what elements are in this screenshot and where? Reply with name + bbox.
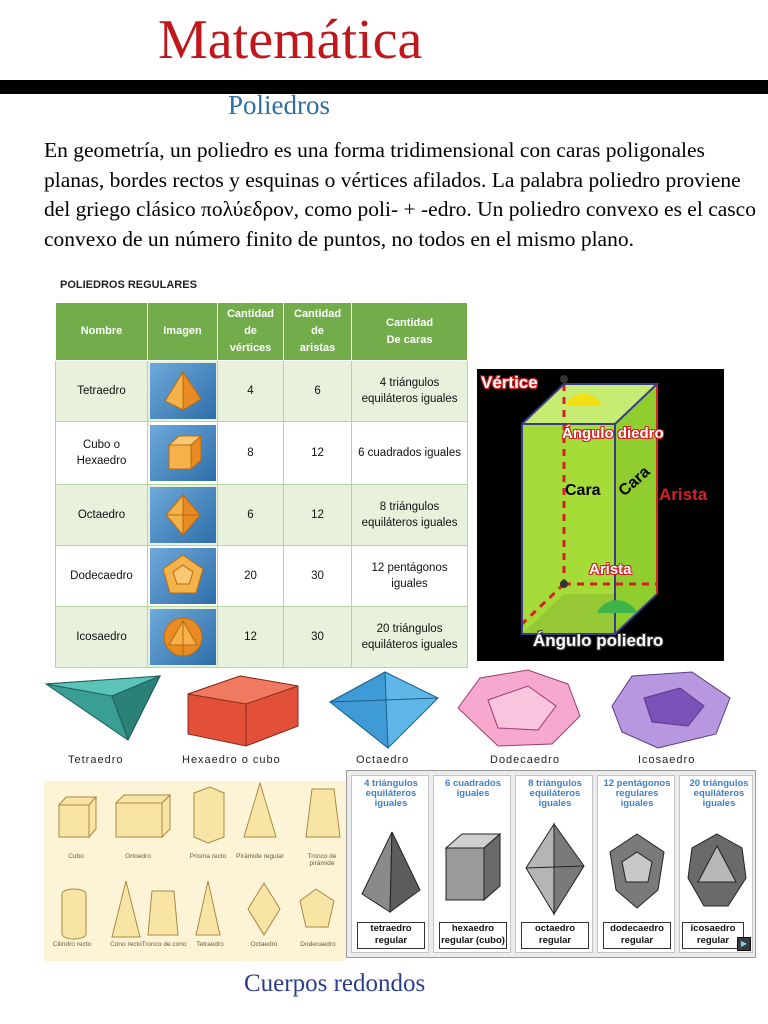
cell-faces: 12 pentágonos iguales: [352, 546, 468, 607]
platonic-card: [679, 775, 753, 953]
dodecahedron-shape: [458, 670, 580, 746]
solid-label-tetrahedron: Tetraedro: [196, 941, 224, 948]
col-header-vertices: Cantidad de vértices: [218, 303, 284, 361]
col-header-image: Imagen: [148, 303, 218, 361]
tetrahedron-image: [150, 363, 216, 419]
cell-edges: 12: [284, 422, 352, 485]
section-title: Poliedros: [228, 90, 331, 120]
prism-diagram: [477, 369, 724, 661]
cell-vertices: 4: [218, 361, 284, 422]
cell-vertices: 6: [218, 485, 284, 546]
label-edge-2: Arista: [589, 561, 632, 578]
shape-label-octahedron: Octaedro: [356, 754, 410, 766]
solids-panel: [44, 781, 346, 961]
cell-name: Icosaedro: [56, 607, 148, 668]
cell-name: Dodecaedro: [56, 546, 148, 607]
label-face-2: Cara: [615, 463, 654, 500]
platonic-card: [597, 775, 675, 953]
cell-vertices: 8: [218, 422, 284, 485]
play-icon[interactable]: ▶: [737, 937, 751, 951]
platonic-card-faces: 6 cuadrados iguales: [445, 778, 501, 799]
solid-label-pyramid: Pirámide regular: [236, 853, 284, 860]
shape-label-icosahedron: Icosaedro: [638, 754, 696, 766]
platonic-card-name: hexaedro regular (cubo): [439, 922, 507, 949]
cube-gray: [442, 828, 504, 916]
cell-faces: 6 cuadrados iguales: [352, 422, 468, 485]
icosahedron-gray: [686, 832, 748, 912]
cell-name: Octaedro: [56, 485, 148, 546]
prism-drawing: [477, 369, 724, 661]
platonic-card-faces: 20 triángulos equiláteros iguales: [689, 778, 749, 809]
platonic-card: [351, 775, 429, 953]
platonic-card-faces: 8 triángulos equiláteros iguales: [528, 778, 582, 809]
platonic-card: [515, 775, 593, 953]
icosahedron-image: [150, 609, 216, 665]
cell-name: Cubo o Hexaedro: [56, 422, 148, 485]
tetrahedron-gray: [360, 828, 422, 916]
shape-label-cube: Hexaedro o cubo: [182, 754, 281, 766]
solid-label-cylinder: Cilindro recto: [52, 941, 92, 948]
table-row: [56, 422, 468, 485]
cube-image: [150, 425, 216, 481]
table-header-row: [56, 303, 468, 361]
octahedron-image: [150, 487, 216, 543]
platonic-card-faces: 12 pentágonos regulares iguales: [603, 778, 671, 809]
solid-label-frustum-cone: Tronco de cono: [141, 941, 187, 948]
label-polyhedral-angle: Ángulo poliedro: [533, 631, 664, 650]
solids-drawing: [44, 781, 346, 961]
cell-image: [148, 361, 218, 422]
table-heading: POLIEDROS REGULARES: [60, 279, 197, 291]
intro-paragraph: En geometría, un poliedro es una forma tridimensional con caras poligonales planas, bordes rectos y esquinas o vértices afilados. La palabra poliedro proviene del griego clásico πολύεδρον, como poli- + -edro. Un poliedro convexo es el casco convexo de un número finito de puntos, no todos en el mismo plano.: [44, 138, 756, 251]
shape-label-tetrahedron: Tetraedro: [68, 754, 124, 766]
cell-edges: 12: [284, 485, 352, 546]
platonic-card-faces: 4 triángulos equiláteros iguales: [364, 778, 418, 809]
cell-faces: 4 triángulos equiláteros iguales: [352, 361, 468, 422]
col-header-faces: Cantidad De caras: [352, 303, 468, 361]
platonic-solids-panel: [346, 770, 756, 958]
label-edge-1: Arista: [659, 485, 708, 504]
cell-vertices: 20: [218, 546, 284, 607]
icosahedron-shape: [612, 672, 730, 748]
solid-label-frustum-pyramid: Tronco de pirámide: [307, 853, 337, 867]
table-row: [56, 607, 468, 668]
label-vertex: Vértice: [481, 373, 538, 392]
shape-label-dodecahedron: Dodecaedro: [490, 754, 560, 766]
footer-section-title: Cuerpos redondos: [244, 970, 426, 997]
cell-edges: 30: [284, 546, 352, 607]
cell-image: [148, 422, 218, 485]
octahedron-gray: [524, 822, 586, 918]
solid-label-prism: Prisma recto: [189, 853, 227, 860]
cell-image: [148, 546, 218, 607]
cell-faces: 20 triángulos equiláteros iguales: [352, 607, 468, 668]
solid-label-cone: Cono recto: [110, 941, 142, 948]
table-row: [56, 546, 468, 607]
cell-image: [148, 485, 218, 546]
platonic-card: [433, 775, 511, 953]
dodecahedron-gray: [606, 832, 668, 912]
tetrahedron-shape: [46, 676, 160, 740]
platonic-card-name: icosaedro regular: [682, 922, 744, 949]
dodecahedron-image: [150, 548, 216, 604]
solid-label-cube: Cubo: [68, 853, 84, 860]
page-title: Matemática: [158, 9, 423, 71]
octahedron-shape: [330, 672, 438, 748]
cell-edges: 6: [284, 361, 352, 422]
polyhedra-shapes-row: [40, 668, 740, 768]
solid-label-dodecahedron: Dodecaedro: [300, 941, 336, 948]
table-row: [56, 485, 468, 546]
solid-label-cuboid: Ortoedro: [125, 853, 151, 860]
label-face-1: Cara: [565, 482, 601, 499]
cell-image: [148, 607, 218, 668]
regular-polyhedra-table: [55, 302, 468, 668]
cell-edges: 30: [284, 607, 352, 668]
title-divider: [0, 80, 768, 94]
cube-shape: [188, 676, 298, 746]
label-dihedral-angle: Ángulo diedro: [562, 425, 664, 442]
cell-vertices: 12: [218, 607, 284, 668]
cell-faces: 8 triángulos equiláteros iguales: [352, 485, 468, 546]
col-header-name: Nombre: [56, 303, 148, 361]
platonic-card-name: tetraedro regular: [357, 922, 425, 949]
platonic-card-name: octaedro regular: [521, 922, 589, 949]
cell-name: Tetraedro: [56, 361, 148, 422]
solid-label-octahedron: Octaedro: [250, 941, 278, 948]
polyhedra-shapes: [40, 668, 740, 754]
platonic-card-name: dodecaedro regular: [603, 922, 671, 949]
table-row: [56, 361, 468, 422]
col-header-edges: Cantidad de aristas: [284, 303, 352, 361]
